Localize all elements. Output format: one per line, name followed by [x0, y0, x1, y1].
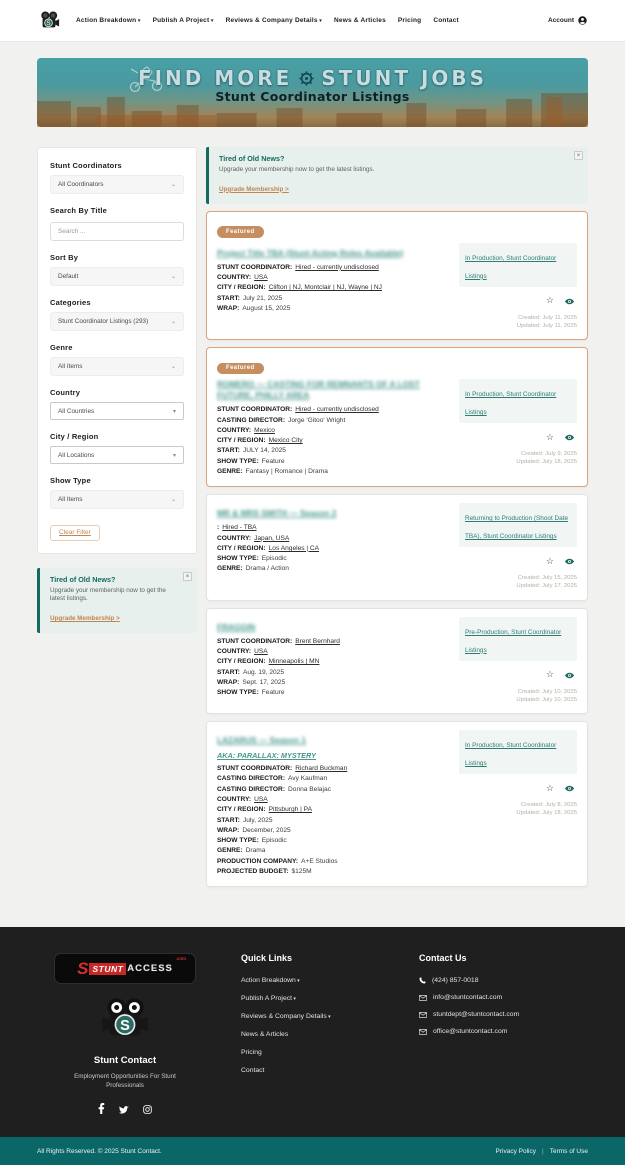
sort-by-select[interactable]: Default ⌄: [50, 267, 184, 286]
detail-row: COUNTRY: USA: [217, 647, 268, 655]
detail-row: CITY / REGION: Los Angeles | CA: [217, 544, 320, 552]
detail-row: COUNTRY: USA: [217, 795, 268, 803]
footer-link[interactable]: Reviews & Company Details ▾: [241, 1013, 391, 1020]
listing-card: [206, 721, 588, 887]
account-person-icon: [578, 16, 587, 25]
chevron-down-icon: ▾: [172, 408, 176, 415]
detail-row: STUNT COORDINATOR: Hired - currently undisclosed: [217, 263, 379, 271]
email-icon: [419, 1029, 427, 1035]
favorite-star-icon[interactable]: ☆: [545, 431, 554, 442]
sidebar-upgrade-notice: [37, 568, 197, 634]
detail-row: COUNTRY: Japan, USA: [217, 534, 290, 542]
category-links[interactable]: In Production, Stunt Coordinator Listings: [465, 742, 557, 768]
detail-row: CITY / REGION: Clifton | NJ, Montclair | NJ, Wayne | NJ: [217, 284, 382, 292]
detail-row: CITY / REGION: Mexico City: [217, 437, 303, 445]
footer-quick-links: [241, 953, 391, 1119]
quick-links-title: Quick Links: [241, 953, 293, 964]
hero-title-left: FIND MORE: [137, 66, 293, 90]
detail-row: SHOW TYPE: Episodic: [217, 555, 287, 563]
detail-row: GENRE: Drama: [217, 847, 266, 855]
stunt-contact-camera-logo: [98, 995, 152, 1050]
city-region-label: City / Region: [50, 432, 99, 441]
search-title-label: Search By Title: [50, 206, 108, 215]
phone-icon: [419, 977, 426, 984]
chevron-down-icon: ⌄: [170, 319, 176, 325]
created-date: Created: July 8, 2025: [521, 802, 577, 809]
detail-row: WRAP: December, 2025: [217, 826, 291, 834]
nav-item[interactable]: Pricing: [397, 17, 422, 24]
notice-body: Upgrade your membership now to get the latest listings.: [50, 586, 166, 603]
footer-brand-name: Stunt Contact: [93, 1055, 157, 1067]
chevron-down-icon: ⌄: [170, 497, 176, 503]
categories-select[interactable]: Stunt Coordinator Listings (293) ⌄: [50, 312, 184, 331]
footer-bottom-bar: [0, 1137, 625, 1165]
listing-title-link[interactable]: Project Title TBA (Stunt Acting Roles Available): [217, 247, 404, 258]
detail-row: START: JULY 14, 2025: [217, 447, 286, 455]
city-region-select[interactable]: All Locations ▾: [50, 446, 184, 464]
updated-date: Updated: July 10, 2025: [516, 696, 577, 703]
featured-badge: Featured: [217, 363, 264, 375]
listing-aka-link[interactable]: AKA: PARALLAX: MYSTERY: [217, 751, 317, 761]
chevron-down-icon: ⌄: [170, 182, 176, 188]
upgrade-membership-link[interactable]: Upgrade Membership >: [219, 185, 289, 193]
email-icon: [419, 995, 427, 1001]
country-select[interactable]: All Countries ▾: [50, 402, 184, 420]
detail-row: WRAP: August 15, 2025: [217, 304, 291, 312]
listing-details: [217, 637, 449, 699]
created-date: Created: July 11, 2025: [518, 314, 577, 321]
coordinators-filter-label: Stunt Coordinators: [50, 161, 122, 170]
clear-filter-button[interactable]: Clear Filter: [50, 525, 100, 541]
nav-item[interactable]: Publish A Project ▾: [153, 17, 214, 24]
hero-title: [37, 67, 588, 89]
hero-title-right: STUNT JOBS: [321, 66, 488, 90]
created-date: Created: July 9, 2025: [521, 451, 577, 458]
show-type-select[interactable]: All Items ⌄: [50, 490, 184, 509]
category-links[interactable]: Pre-Production, Stunt Coordinator Listings: [465, 628, 562, 654]
views-eye-icon[interactable]: [564, 552, 575, 570]
hero-banner: [37, 58, 588, 127]
footer-link[interactable]: Pricing: [241, 1049, 262, 1057]
facebook-icon[interactable]: [98, 1101, 105, 1119]
footer-contact: [419, 953, 519, 1119]
genre-select[interactable]: All Items ⌄: [50, 357, 184, 376]
footer-brand-column: [37, 953, 213, 1119]
views-eye-icon[interactable]: [564, 779, 575, 797]
divider: |: [542, 1147, 544, 1155]
listing-details: [217, 263, 449, 314]
detail-row: CITY / REGION: Pittsburgh | PA: [217, 806, 312, 814]
favorite-star-icon[interactable]: ☆: [545, 669, 554, 680]
views-eye-icon[interactable]: [564, 428, 575, 446]
footer: [0, 927, 625, 1137]
footer-link[interactable]: Contact: [241, 1067, 265, 1075]
featured-badge: Featured: [217, 226, 264, 238]
detail-row: PRODUCTION COMPANY: A+E Studios: [217, 857, 338, 865]
detail-row: START: July 21, 2025: [217, 294, 283, 302]
detail-row: GENRE: Drama / Action: [217, 565, 289, 573]
updated-date: Updated: July 18, 2025: [516, 459, 577, 466]
svg-text:S: S: [46, 20, 51, 27]
favorite-star-icon[interactable]: ☆: [545, 555, 554, 566]
detail-row: START: July, 2025: [217, 816, 273, 824]
category-links[interactable]: Returning to Production (Shoot Date TBA), Stunt Coordinator Listings: [465, 515, 569, 541]
sort-by-label: Sort By: [50, 253, 79, 262]
listings-column: [206, 147, 588, 887]
account-button[interactable]: [548, 16, 587, 25]
stunt-contact-camera-logo[interactable]: [38, 10, 60, 32]
notice-title: Tired of Old News?: [50, 574, 116, 584]
main-nav: [76, 17, 459, 24]
chevron-down-icon: ⌄: [170, 274, 176, 280]
footer-tagline: Employment Opportunities For Stunt Professionals: [74, 1073, 176, 1090]
search-input[interactable]: [50, 222, 184, 241]
created-date: Created: July 10, 2025: [517, 688, 577, 695]
listing-card: [206, 494, 588, 600]
notice-title: Tired of Old News?: [219, 154, 285, 163]
email-link[interactable]: office@stuntcontact.com: [433, 1028, 508, 1036]
listing-category-box: [459, 503, 577, 547]
phone-link[interactable]: (424) 857-0018: [432, 977, 479, 985]
detail-row: SHOW TYPE: Feature: [217, 457, 285, 465]
nav-item[interactable]: News & Articles: [334, 17, 386, 24]
listing-title-link[interactable]: MR & MRS SMITH — Season 2: [217, 508, 337, 519]
footer-link[interactable]: News & Articles: [241, 1031, 289, 1039]
footer-link[interactable]: Publish A Project ▾: [241, 995, 391, 1002]
footer-link[interactable]: Action Breakdown ▾: [241, 977, 391, 984]
detail-row: GENRE: Fantasy | Romance | Drama: [217, 467, 328, 475]
privacy-policy-link[interactable]: Privacy Policy: [495, 1147, 536, 1155]
listing-category-box: [459, 617, 577, 661]
show-type-label: Show Type: [50, 476, 91, 485]
listing-card: [206, 211, 588, 340]
listing-dates: [517, 314, 577, 330]
detail-row: COUNTRY: USA: [217, 274, 268, 282]
notice-body: Upgrade your membership now to get the latest listings.: [219, 166, 375, 173]
listing-details: [217, 764, 449, 877]
gear-camera-icon: [299, 71, 314, 86]
detail-row: SHOW TYPE: Feature: [217, 689, 285, 697]
detail-row: SHOW TYPE: Episodic: [217, 837, 287, 845]
country-label: Country: [50, 388, 81, 397]
listing-title-link[interactable]: LAZARUS — Season 1: [217, 735, 306, 746]
views-eye-icon[interactable]: [564, 292, 575, 310]
copyright-text: All Rights Reserved. © 2025 Stunt Contact.: [37, 1147, 162, 1155]
views-eye-icon[interactable]: [564, 666, 575, 684]
nav-item[interactable]: Contact: [433, 17, 459, 24]
listing-dates: [516, 450, 577, 466]
updated-date: Updated: July 17, 2025: [516, 583, 577, 590]
close-icon[interactable]: ×: [574, 151, 583, 160]
detail-row: STUNT COORDINATOR: Hired - currently undisclosed: [217, 406, 379, 414]
favorite-star-icon[interactable]: ☆: [545, 782, 554, 793]
genre-label: Genre: [50, 343, 73, 352]
chevron-down-icon: ⌄: [170, 364, 176, 370]
detail-row: CASTING DIRECTOR: Donna Belajac: [217, 785, 331, 793]
listing-category-box: [459, 379, 577, 423]
updated-date: Updated: July 18, 2025: [516, 810, 577, 817]
twitter-icon[interactable]: [119, 1101, 129, 1119]
listing-dates: [516, 801, 577, 817]
email-icon: [419, 1012, 427, 1018]
detail-row: : Hired - TBA: [217, 524, 257, 532]
account-label: Account: [548, 17, 574, 24]
detail-row: STUNT COORDINATOR: Brent Bernhard: [217, 637, 340, 645]
nav-item[interactable]: Action Breakdown ▾: [76, 17, 141, 24]
chevron-down-icon: ▾: [172, 452, 176, 459]
upgrade-membership-link[interactable]: Upgrade Membership >: [50, 615, 120, 623]
close-icon[interactable]: ×: [183, 572, 192, 581]
created-date: Created: July 15, 2025: [517, 575, 577, 582]
contact-us-title: Contact Us: [419, 953, 467, 964]
filter-sidebar: [37, 147, 197, 633]
email-link[interactable]: stuntdept@stuntcontact.com: [433, 1011, 520, 1019]
email-link[interactable]: info@stuntcontact.com: [433, 994, 503, 1002]
top-upgrade-notice: [206, 147, 588, 204]
listing-category-box: [459, 730, 577, 774]
detail-row: PROJECTED BUDGET: $125M: [217, 868, 312, 876]
nav-item[interactable]: Reviews & Company Details ▾: [226, 17, 322, 24]
listing-card: [206, 347, 588, 487]
favorite-star-icon[interactable]: ☆: [545, 295, 554, 306]
categories-label: Categories: [50, 298, 91, 307]
stunt-access-logo[interactable]: S STUNT ACCESS .com: [54, 953, 196, 984]
detail-row: WRAP: Sept. 17, 2025: [217, 678, 286, 686]
hero-subtitle: Stunt Coordinator Listings: [215, 89, 410, 104]
updated-date: Updated: July 11, 2025: [516, 323, 577, 329]
detail-row: COUNTRY: Mexico: [217, 426, 275, 434]
listing-details: [217, 405, 449, 477]
listing-card: [206, 608, 588, 714]
listing-title-link[interactable]: FRAGGIN: [217, 621, 256, 632]
category-links[interactable]: In Production, Stunt Coordinator Listings: [465, 254, 557, 280]
instagram-icon[interactable]: [143, 1101, 152, 1119]
coordinators-select[interactable]: All Coordinators ⌄: [50, 175, 184, 194]
listing-dates: [516, 574, 577, 590]
detail-row: CASTING DIRECTOR: Jorge 'Gitoo' Wright: [217, 416, 346, 424]
social-links: [98, 1101, 152, 1119]
listing-dates: [516, 688, 577, 704]
detail-row: CITY / REGION: Minneapolis | MN: [217, 658, 320, 666]
listing-category-box: [459, 243, 577, 287]
filters-panel: [37, 147, 197, 554]
category-links[interactable]: In Production, Stunt Coordinator Listings: [465, 391, 557, 417]
listing-details: [217, 523, 449, 574]
terms-of-use-link[interactable]: Terms of Use: [549, 1147, 588, 1155]
detail-row: CASTING DIRECTOR: Avy Kaufman: [217, 775, 328, 783]
detail-row: START: Aug. 19, 2025: [217, 668, 285, 676]
listing-title-link[interactable]: ROMERO — CASTING FOR REMNANTS OF A LOST FUTURE, PHILLY AREA: [217, 379, 420, 401]
svg-text:S: S: [120, 1018, 130, 1035]
top-navbar: [0, 0, 625, 42]
detail-row: STUNT COORDINATOR: Richard Buckman: [217, 765, 348, 773]
